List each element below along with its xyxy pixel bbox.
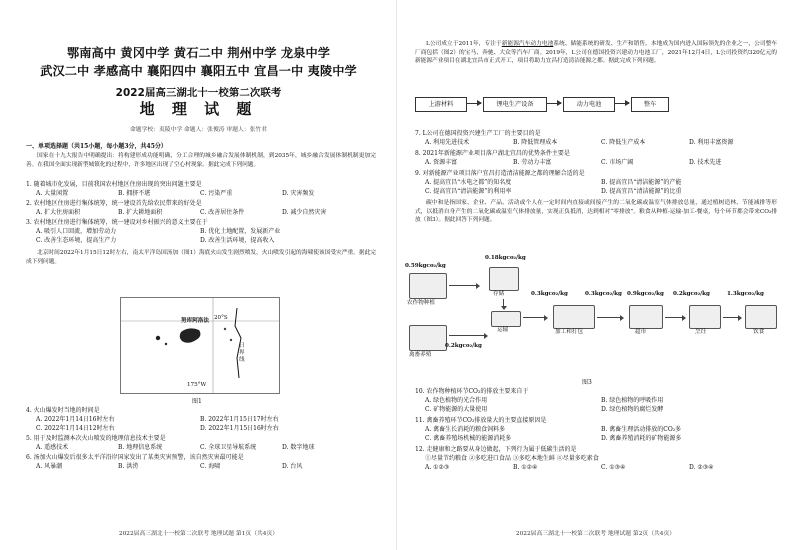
subject-title: 地 理 试 题 [139,100,258,118]
left-footer: 2022届高三湖北十一校第二次联考 地理试题 第1页（共4页） [118,531,279,537]
dining-icon [745,305,777,329]
q4-option-d: D. 2022年1月15日16时左右 [200,425,279,432]
map-label-lat: 20°S [214,315,228,321]
q6-option-b: B. 洪涝 [118,463,139,470]
flow-box-vehicle: 整车 [631,97,669,112]
q7-option-b: B. 降低管理成本 [513,139,558,146]
q4-option-c: C. 2022年1月14日12时左右 [36,425,115,432]
schools-line-2: 武汉二中 孝感高中 襄阳四中 襄阳五中 宜昌一中 夷陵中学 [40,64,357,78]
figure-1-map [120,297,280,394]
q10-option-a: A. 绿色植物的光合作用 [425,397,488,404]
question-11: 11. 禽畜养殖环节CO₂排放量大的主要直接原因是 [415,417,547,424]
q8-option-a: A. 资源丰富 [425,159,458,166]
fig3-label-cooking: 烹饪 [695,329,707,335]
question-10: 10. 农作物种植环节CO₂的排放主要来自于 [415,388,529,395]
q9-option-c: C. 提高宜昌“清洁能源”的利用率 [425,188,512,195]
q8-option-b: B. 劳动力丰富 [513,159,552,166]
q5-option-c: C. 全球卫星导航系统 [200,444,257,451]
small-island [230,339,232,341]
q4-option-b: B. 2022年1月15日17时左右 [200,416,279,423]
fig3-value-processing: 0.3kgco₂/kg [585,291,622,297]
small-island [224,328,226,330]
flow-box-battery: 动力电池 [563,97,615,112]
map-label-nukualofa: 努库阿洛法 [181,318,209,324]
fig3-label-processing: 加工和打包 [555,329,583,335]
flow-arrow [449,285,479,286]
fig3-label-eating: 饮食 [753,329,765,335]
q6-option-d: D. 台风 [282,463,303,470]
q1-option-b: B. 拥挤不堪 [118,190,151,197]
map-svg [121,298,279,393]
q11-option-a: A. 禽畜生长消耗的粮食饲料多 [425,426,506,433]
q9-option-b: B. 提高宜昌“清洁能源”的产能 [601,179,682,186]
q12-items: ①尽量节约粮食 ②多吃进口食品 ③多吃本地生鲜 ④尽量多吃素食 [425,455,599,462]
figure-1-caption: 图1 [192,398,202,405]
supermarket-icon [629,305,663,329]
q3-option-d: D. 改善生活环境，提高收入 [200,237,275,244]
fig3-label-storage: 存储 [493,291,505,297]
granary-icon [489,267,519,291]
fig3-value-storage: 0.18kgco₂/kg [485,255,526,261]
q12-option-b: B. ①②④ [513,464,538,471]
small-island [165,343,167,345]
schools-line-1: 鄂南高中 黄冈中学 黄石二中 荆州中学 龙泉中学 [66,46,331,60]
farm-field-icon [409,273,447,299]
question-6: 6. 汤加火山爆发后很多太平洋沿岸国家发出了某类灾害预警，该自然灾害最可能是 [26,454,244,461]
right-page [397,0,794,550]
q8-option-d: D. 技术先进 [689,159,722,166]
q1-option-c: C. 污染严重 [200,190,233,197]
q11-option-b: B. 禽畜生理活动排放的CO₂多 [601,426,682,433]
fig3-value-eating: 1.3kgco₂/kg [727,291,764,297]
figure-3-caption: 图3 [582,379,592,386]
q2-option-c: C. 改善居住条件 [200,209,245,216]
q7-option-c: C. 降低生产成本 [601,139,646,146]
fig3-value-market: 0.9kgco₂/kg [627,291,664,297]
question-1: 1. 随着城市化发展，目前我国农村地区住房出现的突出问题主要是 [26,181,202,188]
q5-option-a: A. 遥感技术 [36,444,69,451]
flow-arrow [615,103,629,104]
question-4: 4. 火山爆发时当地的时间是 [26,407,100,414]
q4-option-a: A. 2022年1月14日16时左右 [36,416,115,423]
q2-option-a: A. 扩大住房面积 [36,209,81,216]
q12-option-d: D. ②③④ [689,464,714,471]
small-island [156,336,160,340]
flow-box-upstream: 上游材料 [415,97,467,112]
q9-option-a: A. 提高宜昌“水电之都”的知名度 [425,179,512,186]
fig3-label-market: 超市 [635,329,647,335]
question-12: 12. 走健康和之路要从身边做起，下列行为属于低碳生活的是 [415,446,577,453]
intro-paragraph: 国家在十九大报告中明确提出：将构建形成功能明确、分工合理的城乡融合发展体制机制，到2035年，城乡融合发展体制机制更加完善。在我国全面实现新型城镇化的过程中，许多地区出现了空心村现象。据此完成下列问题。 [26,153,376,168]
section-title: 一、单项选择题（共15小题，每小题3分，共45分） [26,143,167,150]
flow-arrow [503,299,504,309]
q3-option-a: A. 吸引人口回流，增加劳动力 [36,228,117,235]
flow-arrow [597,317,623,318]
fig3-label-transport: 运输 [497,327,509,333]
industry-chain-flow [397,97,794,117]
q12-option-c: C. ①③④ [601,464,626,471]
intro-text-2: 系统、储能系统的研发、生产和销售。本地成为国内进入国际领先的企业之一，公司整车厂商包括（图2）的宝马、奔驰、大众等汽车厂商。2019年，L公司在德国投资兴建动力电池工厂，2021年12月4日，L公司投资约320亿元的新能源产业项目在湖北宜昌市正式开工，项目将助力宜昌打造清洁能源之都。据此完成下列问题。 [415,41,777,65]
flow-arrow [449,335,487,336]
question-8: 8. 2021年新能源产业项目落户湖北宜昌的优势条件主要是 [415,150,570,157]
q1-option-a: A. 大量闲置 [36,190,69,197]
truck-icon [491,311,521,327]
q6-option-c: C. 海啸 [200,463,221,470]
q1-option-d: D. 灾害频发 [282,190,315,197]
intro-text-1: L公司成立于2011年，专注于 [426,41,502,47]
exam-title: 2022届高三湖北十一校第二次联考 [115,87,282,99]
intro-underline-term: 新能源汽车动力电池 [501,41,554,47]
flow-arrow [523,317,547,318]
flow-box-equipment: 锂电生产设备 [483,97,547,112]
fig3-value-transport: 0.3kgco₂/kg [531,291,568,297]
q3-option-b: B. 优化土地配置，发展新产业 [200,228,281,235]
fig3-label-livestock: 禽畜养殖 [409,352,432,358]
flow-arrow [467,103,481,104]
fig3-value-livestock: 0.2kgco₂/kg [445,343,482,349]
question-2: 2. 农村地区住房进行集体统筹，统一建设首先给农民带来的好处是 [26,200,202,207]
l-company-intro [415,40,777,66]
question-3: 3. 农村地区住房进行集体统筹，统一建设对乡村振兴的意义主要在于 [26,219,208,226]
q7-option-d: D. 利用丰富资源 [689,139,734,146]
q4-intro: 北京时间2022年1月15日12时左右，南太平洋岛国汤加（图1）海底火山发生剧烈喷发，火山喷发引起的海啸使该国受灾严重。据此完成下列问题。 [26,250,376,265]
question-7: 7. L公司在德国投资兴建生产工厂的主要目的是 [415,130,541,137]
fig3-value-planting: 0.59kgco₂/kg [405,263,446,269]
question-5: 5. 用于及时监测本次火山喷发的地理信息技术主要是 [26,435,166,442]
fig3-label-planting: 农作物种植 [407,300,435,306]
factory-icon [553,305,595,329]
carbon-intro: 碳中和是指国家、企业、产品、活动或个人在一定时间内直接或间接产生的二氧化碳或温室气体排放总量，通过植树造林、节能减排等形式，以抵消自身产生的二氧化碳或温室气体排放量，实现正负抵消，达到相对“零排放”。粮食从种植-运输-加工-餐桌，每个环节都会带来CO₂排放（图3）。据此回答下列问题。 [415,200,777,224]
q3-option-c: C. 改善生态环境，提高生产力 [36,237,117,244]
q10-option-b: B. 绿色植物的呼吸作用 [601,397,664,404]
q9-option-d: D. 提高宜昌“清洁能源”的比重 [601,188,682,195]
fig3-value-cooking: 0.2kgco₂/kg [673,291,710,297]
map-label-dateline: 日界线 [239,343,245,363]
q10-option-c: C. 矿物能源的大量使用 [425,406,488,413]
q2-option-d: D. 减少自然灾害 [282,209,327,216]
author-meta: 命题学校：夷陵中学 命题人：张俊涛 审题人：张竹君 [129,127,267,133]
q8-option-c: C. 市场广阔 [601,159,634,166]
q10-option-d: D. 绿色植物的腐烂发酵 [601,406,664,413]
cooking-icon [689,305,721,329]
flow-arrow [665,317,685,318]
livestock-icon [409,325,447,351]
question-9: 9. 对新能源产业项目落户宜昌打造清洁能源之都的理解合适的是 [415,170,585,177]
flow-arrow [547,103,561,104]
q5-option-b: B. 地理信息系统 [118,444,163,451]
q2-option-b: B. 扩大耕地面积 [118,209,163,216]
figure-3-diagram [405,255,789,375]
q7-option-a: A. 利用先进技术 [425,139,470,146]
q6-option-a: A. 风暴潮 [36,463,63,470]
right-footer: 2022届高三湖北十一校第二次联考 地理试题 第2页（共4页） [515,531,676,537]
flow-arrow [723,317,741,318]
q5-option-d: D. 数字地球 [282,444,315,451]
q11-option-c: C. 禽畜养殖场机械的能源消耗多 [425,435,512,442]
q11-option-d: D. 禽畜养殖消耗的矿物能源多 [601,435,682,442]
q12-option-a: A. ①②③ [425,464,450,471]
map-label-lon: 175°W [187,382,207,388]
